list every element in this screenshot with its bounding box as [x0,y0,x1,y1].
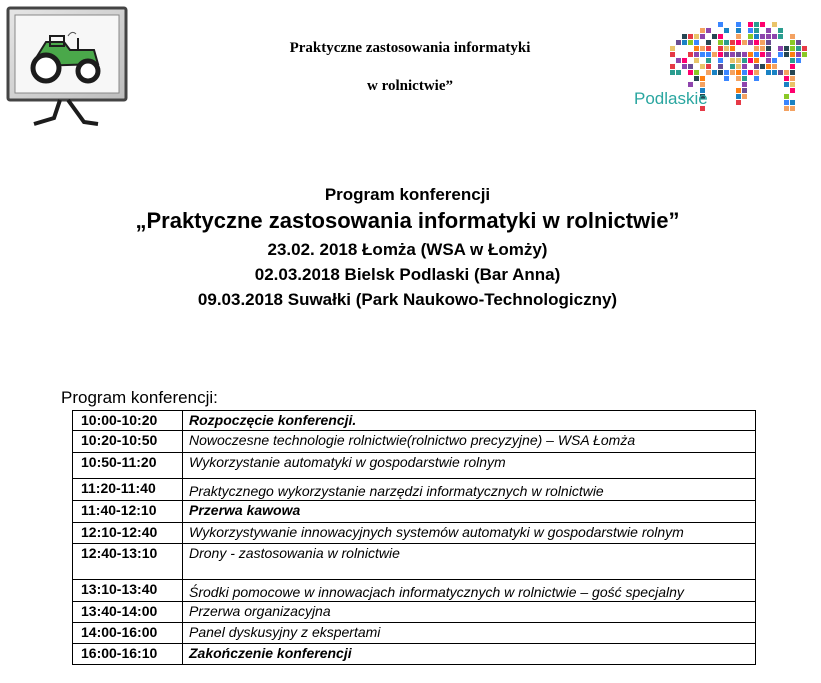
program-date-bielsk: 02.03.2018 Bielsk Podlaski (Bar Anna) [254,265,561,284]
bison-pixel [766,28,771,33]
bison-pixel [778,52,783,57]
bison-pixel [730,40,735,45]
bison-pixel-icon [628,8,818,112]
bison-pixel [760,52,765,57]
bison-pixel [796,46,801,51]
bison-pixel [700,76,705,81]
bison-pixel [790,58,795,63]
row-time: 12:10-12:40 [73,523,183,544]
table-row [73,501,756,523]
row-time: 16:00-16:10 [73,644,183,665]
bison-pixel [754,52,759,57]
table-row [73,453,756,479]
bison-pixel [742,70,747,75]
schedule-table [72,410,756,665]
bison-pixel [736,100,741,105]
bison-pixel [688,40,693,45]
bison-pixel [748,70,753,75]
bison-pixel [724,28,729,33]
bison-pixel [706,70,711,75]
bison-pixel [790,70,795,75]
bison-pixel [694,46,699,51]
bison-pixel [724,52,729,57]
bison-pixel [718,64,723,69]
bison-pixel [688,70,693,75]
bison-pixel [790,64,795,69]
bison-pixel [766,34,771,39]
bison-pixel [730,46,735,51]
bison-pixel [712,70,717,75]
bison-pixel [754,28,759,33]
bison-pixel [718,70,723,75]
bison-pixel [736,52,741,57]
bison-pixel [706,58,711,63]
bison-pixel [694,52,699,57]
bison-pixel [778,28,783,33]
bison-pixel [742,94,747,99]
bison-pixel [706,40,711,45]
bison-pixel [688,82,693,87]
table-row [73,623,756,644]
bison-pixel [718,58,723,63]
row-time: 12:40-13:10 [73,544,183,580]
bison-pixel [736,76,741,81]
bison-pixel [796,58,801,63]
bison-pixel [700,64,705,69]
bison-pixel [718,40,723,45]
region-name: Podlaskie [634,89,708,108]
bison-pixel [724,40,729,45]
row-time: 13:40-14:00 [73,602,183,623]
row-event: Zakończenie konferencji [183,644,756,665]
bison-pixel [712,52,717,57]
bison-pixel [694,34,699,39]
bison-pixel [688,52,693,57]
bison-pixel [766,64,771,69]
program-title: „Praktyczne zastosowania informatyki w rolnictwie” [135,208,680,233]
bison-pixel [736,88,741,93]
bison-pixel [790,34,795,39]
row-event: Wykorzystanie automatyki w gospodarstwie rolnym [183,453,756,479]
row-event: Środki pomocowe w innowacjach informatycznych w rolnictwie – gość specjalny [183,580,756,602]
bison-pixel [736,64,741,69]
bison-pixel [754,70,759,75]
bison-pixel [748,34,753,39]
bison-pixel [754,22,759,27]
bison-pixel [766,52,771,57]
bison-pixel [766,46,771,51]
bison-pixel [784,94,789,99]
bison-pixel [736,22,741,27]
bison-pixel [688,34,693,39]
bison-pixel [742,58,747,63]
bison-pixel [676,40,681,45]
bison-pixel [730,64,735,69]
schedule-caption: Program konferencji: [61,388,218,407]
bison-pixel [670,52,675,57]
bison-pixel [736,28,741,33]
bison-pixel [706,46,711,51]
row-event: Drony - zastosowania w rolnictwie [183,544,756,580]
bison-pixel [784,70,789,75]
bison-pixel [676,58,681,63]
bison-pixel [742,52,747,57]
bison-pixel [790,82,795,87]
bison-pixel [754,64,759,69]
bison-pixel [772,58,777,63]
bison-pixel [682,64,687,69]
bison-pixel [778,70,783,75]
bison-pixel [682,58,687,63]
bison-pixel [688,64,693,69]
bison-pixel [790,100,795,105]
bison-pixel [754,58,759,63]
bison-pixel [706,28,711,33]
row-event: Nowoczesne technologie rolnictwie(rolnictwo precyzyjne) – WSA Łomża [183,431,756,453]
row-event: Przerwa organizacyjna [183,602,756,623]
bison-pixel [700,52,705,57]
bison-pixel [670,70,675,75]
bison-pixel [694,40,699,45]
bison-pixel [736,94,741,99]
bison-pixel [694,58,699,63]
bison-pixel [730,70,735,75]
bison-pixel [760,40,765,45]
bison-pixel [790,76,795,81]
table-row [73,411,756,431]
table-row [73,580,756,602]
bison-pixel [802,52,807,57]
table-row [73,644,756,665]
program-date-suwalki: 09.03.2018 Suwałki (Park Naukowo-Technologiczny) [197,290,618,309]
row-time: 11:20-11:40 [73,479,183,501]
bison-pixel [748,22,753,27]
row-time: 10:20-10:50 [73,431,183,453]
bison-pixel [784,82,789,87]
header-title-line-2: w rolnictwie” [367,78,453,94]
bison-pixel [742,76,747,81]
bison-pixel [796,40,801,45]
bison-pixel [742,88,747,93]
row-event: Praktycznego wykorzystanie narzędzi informatycznych w rolnictwie [183,479,756,501]
bison-pixel [718,46,723,51]
row-event: Wykorzystywanie innowacyjnych systemów automatyki w gospodarstwie rolnym [183,523,756,544]
bison-pixel [700,34,705,39]
bison-pixel [760,64,765,69]
bison-pixel [724,46,729,51]
bison-pixel [736,58,741,63]
bison-pixel [760,22,765,27]
bison-pixel [736,34,741,39]
bison-pixel [748,40,753,45]
bison-pixel [748,28,753,33]
bison-pixel [790,52,795,57]
bison-pixel [736,40,741,45]
bison-pixel [736,70,741,75]
bison-pixel [700,46,705,51]
bison-pixel [778,46,783,51]
bison-pixel [682,34,687,39]
bison-pixel [796,52,801,57]
bison-pixel [748,58,753,63]
bison-pixel [694,70,699,75]
bison-pixel [784,52,789,57]
bison-pixel [754,34,759,39]
bison-pixel [724,76,729,81]
row-event: Panel dyskusyjny z ekspertami [183,623,756,644]
bison-pixel [706,64,711,69]
row-event: Rozpoczęcie konferencji. [183,411,756,431]
bison-pixel [748,52,753,57]
program-date-lomza: 23.02. 2018 Łomża (WSA w Łomży) [267,240,548,259]
bison-pixel [742,40,747,45]
bison-pixel [754,40,759,45]
row-event: Przerwa kawowa [183,501,756,523]
bison-pixel [718,34,723,39]
row-time: 14:00-16:00 [73,623,183,644]
table-row [73,431,756,453]
row-time: 10:00-10:20 [73,411,183,431]
bison-pixel [772,70,777,75]
row-time: 10:50-11:20 [73,453,183,479]
bison-pixel [670,46,675,51]
bison-pixel [790,88,795,93]
bison-pixel [784,100,789,105]
bison-pixel [742,64,747,69]
bison-pixel [784,106,789,111]
bison-pixel [802,46,807,51]
bison-pixel [676,70,681,75]
program-heading: Program konferencji [324,185,491,204]
bison-pixel [766,40,771,45]
bison-pixel [760,34,765,39]
bison-pixel [694,76,699,81]
bison-pixel [766,70,771,75]
bison-pixel [730,58,735,63]
header-title-line-1: Praktyczne zastosowania informatyki [289,40,531,56]
bison-pixel [700,82,705,87]
row-time: 11:40-12:10 [73,501,183,523]
bison-pixel [772,64,777,69]
bison-pixel [718,52,723,57]
bison-pixel [772,34,777,39]
bison-pixel [790,40,795,45]
table-row [73,523,756,544]
table-row [73,479,756,501]
bison-pixel [772,22,777,27]
bison-pixel [682,40,687,45]
bison-pixel [730,52,735,57]
bison-pixel [718,22,723,27]
bison-pixel [766,58,771,63]
bison-pixel [706,52,711,57]
bison-pixel [754,46,759,51]
bison-pixel [778,34,783,39]
table-row [73,544,756,580]
bison-pixel [724,70,729,75]
tractor-monitor-icon [6,6,130,128]
bison-pixel [784,46,789,51]
bison-pixel [712,34,717,39]
bison-pixel [742,82,747,87]
bison-pixel [760,46,765,51]
bison-pixel [790,106,795,111]
bison-pixel [784,76,789,81]
bison-pixel [700,28,705,33]
bison-pixel [790,46,795,51]
row-time: 13:10-13:40 [73,580,183,602]
bison-pixel [670,64,675,69]
table-row [73,602,756,623]
bison-pixel [754,76,759,81]
